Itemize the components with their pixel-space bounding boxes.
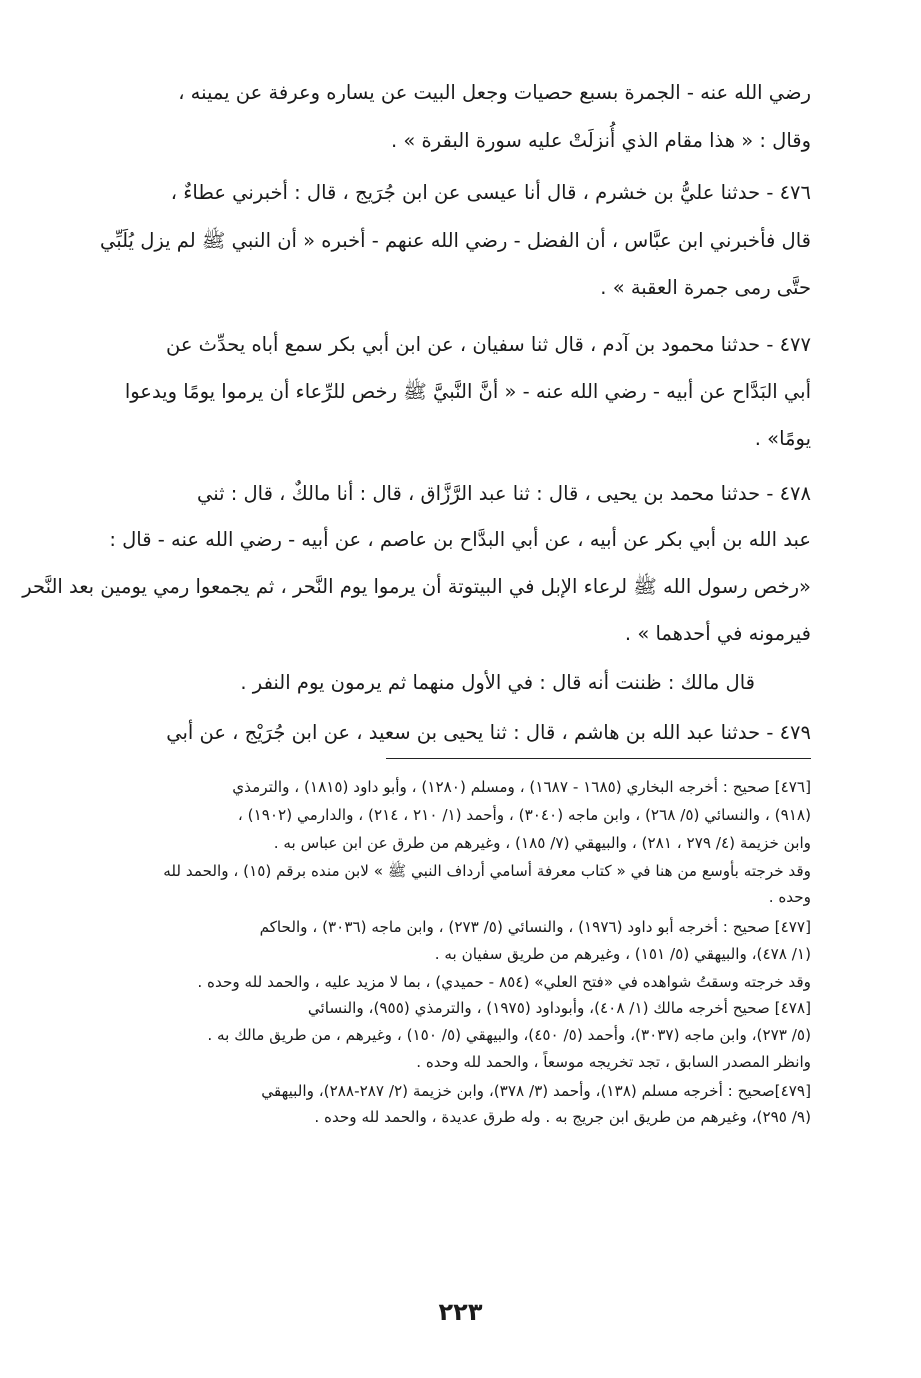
footnote-separator	[386, 758, 811, 759]
main-line: عبد الله بن أبي بكر عن أبيه ، عن أبي البدَّاح بن عاصم ، عن أبيه - رضي الله عنه - قال :	[109, 528, 811, 551]
footnote-line: (٩/ ٢٩٥)، وغيرهم من طريق ابن جريج به . وله طرق عديدة ، والحمد لله وحده .	[314, 1108, 811, 1126]
main-line: وقال : « هذا مقام الذي أُنزلَتْ عليه سورة البقرة » .	[390, 129, 811, 152]
footnote-line: وابن خزيمة (٤/ ٢٧٩ ، ٢٨١) ، والبيهقي (٧/ ١٨٥) ، وغيرهم من طرق عن ابن عباس به .	[273, 834, 811, 852]
footnote-476: [٤٧٦] صحيح : أخرجه البخاري (١٦٨٥ - ١٦٨٧) ، ومسلم (١٢٨٠) ، وأبو داود (١٨١٥) ، والترمذي	[232, 778, 811, 796]
malik-comment: قال مالك : ظننت أنه قال : في الأول منهما ثم يرمون يوم النفر .	[240, 671, 755, 694]
footnote-line: وحده .	[768, 888, 811, 906]
hadith-478-line: ٤٧٨ - حدثنا محمد بن يحيى ، قال : ثنا عبد الرَّزَّاق ، قال : أنا مالكٌ ، قال : ثني	[196, 482, 811, 505]
hadith-479-line: ٤٧٩ - حدثنا عبد الله بن هاشم ، قال : ثنا يحيى بن سعيد ، عن ابن جُرَيْج ، عن أبي	[166, 721, 811, 744]
main-line: فيرمونه في أحدهما » .	[624, 622, 811, 645]
main-line: «رخص رسول الله ﷺ لرعاء الإبل في البيتوتة أن يرموا يوم النَّحر ، ثم يجمعوا رمي يومين بعد النَّحر	[22, 575, 811, 598]
footnote-line: (٥/ ٢٧٣)، وابن ماجه (٣٠٣٧)، وأحمد (٥/ ٤٥٠)، والبيهقي (٥/ ١٥٠) ، وغيرهم ، من طريق مالك به .	[207, 1026, 811, 1044]
hadith-477-line: ٤٧٧ - حدثنا محمود بن آدم ، قال ثنا سفيان ، عن ابن أبي بكر سمع أباه يحدِّث عن	[165, 333, 811, 356]
main-line: يومًا» .	[754, 427, 811, 450]
main-line: قال فأخبرني ابن عبَّاس ، أن الفضل - رضي الله عنهم - أخبره « أن النبي ﷺ لم يزل يُلَبِّي	[99, 229, 811, 252]
footnote-477: [٤٧٧] صحيح : أخرجه أبو داود (١٩٧٦) ، والنسائي (٥/ ٢٧٣) ، وابن ماجه (٣٠٣٦) ، والحاكم	[259, 918, 811, 936]
footnote-line: وقد خرجته وسقتُ شواهده في «فتح العلي» (٨٥٤ - حميدي) ، بما لا مزيد عليه ، والحمد لله وحده .	[197, 973, 811, 991]
footnote-479: [٤٧٩]صحيح : أخرجه مسلم (١٣٨)، وأحمد (٣/ ٣٧٨)، وابن خزيمة (٢/ ٢٨٧-٢٨٨)، والبيهقي	[261, 1082, 811, 1100]
footnote-line: (٩١٨) ، والنسائي (٥/ ٢٦٨) ، وابن ماجه (٣٠٤٠) ، وأحمد (١/ ٢١٠ ، ٢١٤) ، والدارمي (١٩٠٢) ،	[237, 806, 811, 824]
main-line: أبي البَدَّاح عن أبيه - رضي الله عنه - « أنَّ النَّبيَّ ﷺ رخص للرِّعاء أن يرموا يومًا ويدعوا	[124, 380, 811, 403]
page-number: ٢٢٣	[438, 1298, 483, 1326]
footnote-line: وانظر المصدر السابق ، تجد تخريجه موسعاً ، والحمد لله وحده .	[416, 1053, 811, 1071]
main-line: رضي الله عنه - الجمرة بسبع حصيات وجعل البيت عن يساره وعرفة عن يمينه ،	[178, 81, 811, 104]
footnote-line: وقد خرجته بأوسع من هنا في « كتاب معرفة أسامي أرداف النبي ﷺ » لابن منده برقم (١٥) ، والحمد لله	[163, 862, 811, 880]
footnote-478: [٤٧٨] صحيح أخرجه مالك (١/ ٤٠٨)، وأبوداود (١٩٧٥) ، والترمذي (٩٥٥)، والنسائي	[307, 999, 811, 1017]
hadith-476-line: ٤٧٦ - حدثنا عليُّ بن خشرم ، قال أنا عيسى عن ابن جُرَيج ، قال : أخبرني عطاءٌ ،	[170, 181, 811, 204]
footnote-line: (١/ ٤٧٨)، والبيهقي (٥/ ١٥١) ، وغيرهم من طريق سفيان به .	[434, 945, 811, 963]
main-line: حتَّى رمى جمرة العقبة » .	[600, 276, 811, 299]
